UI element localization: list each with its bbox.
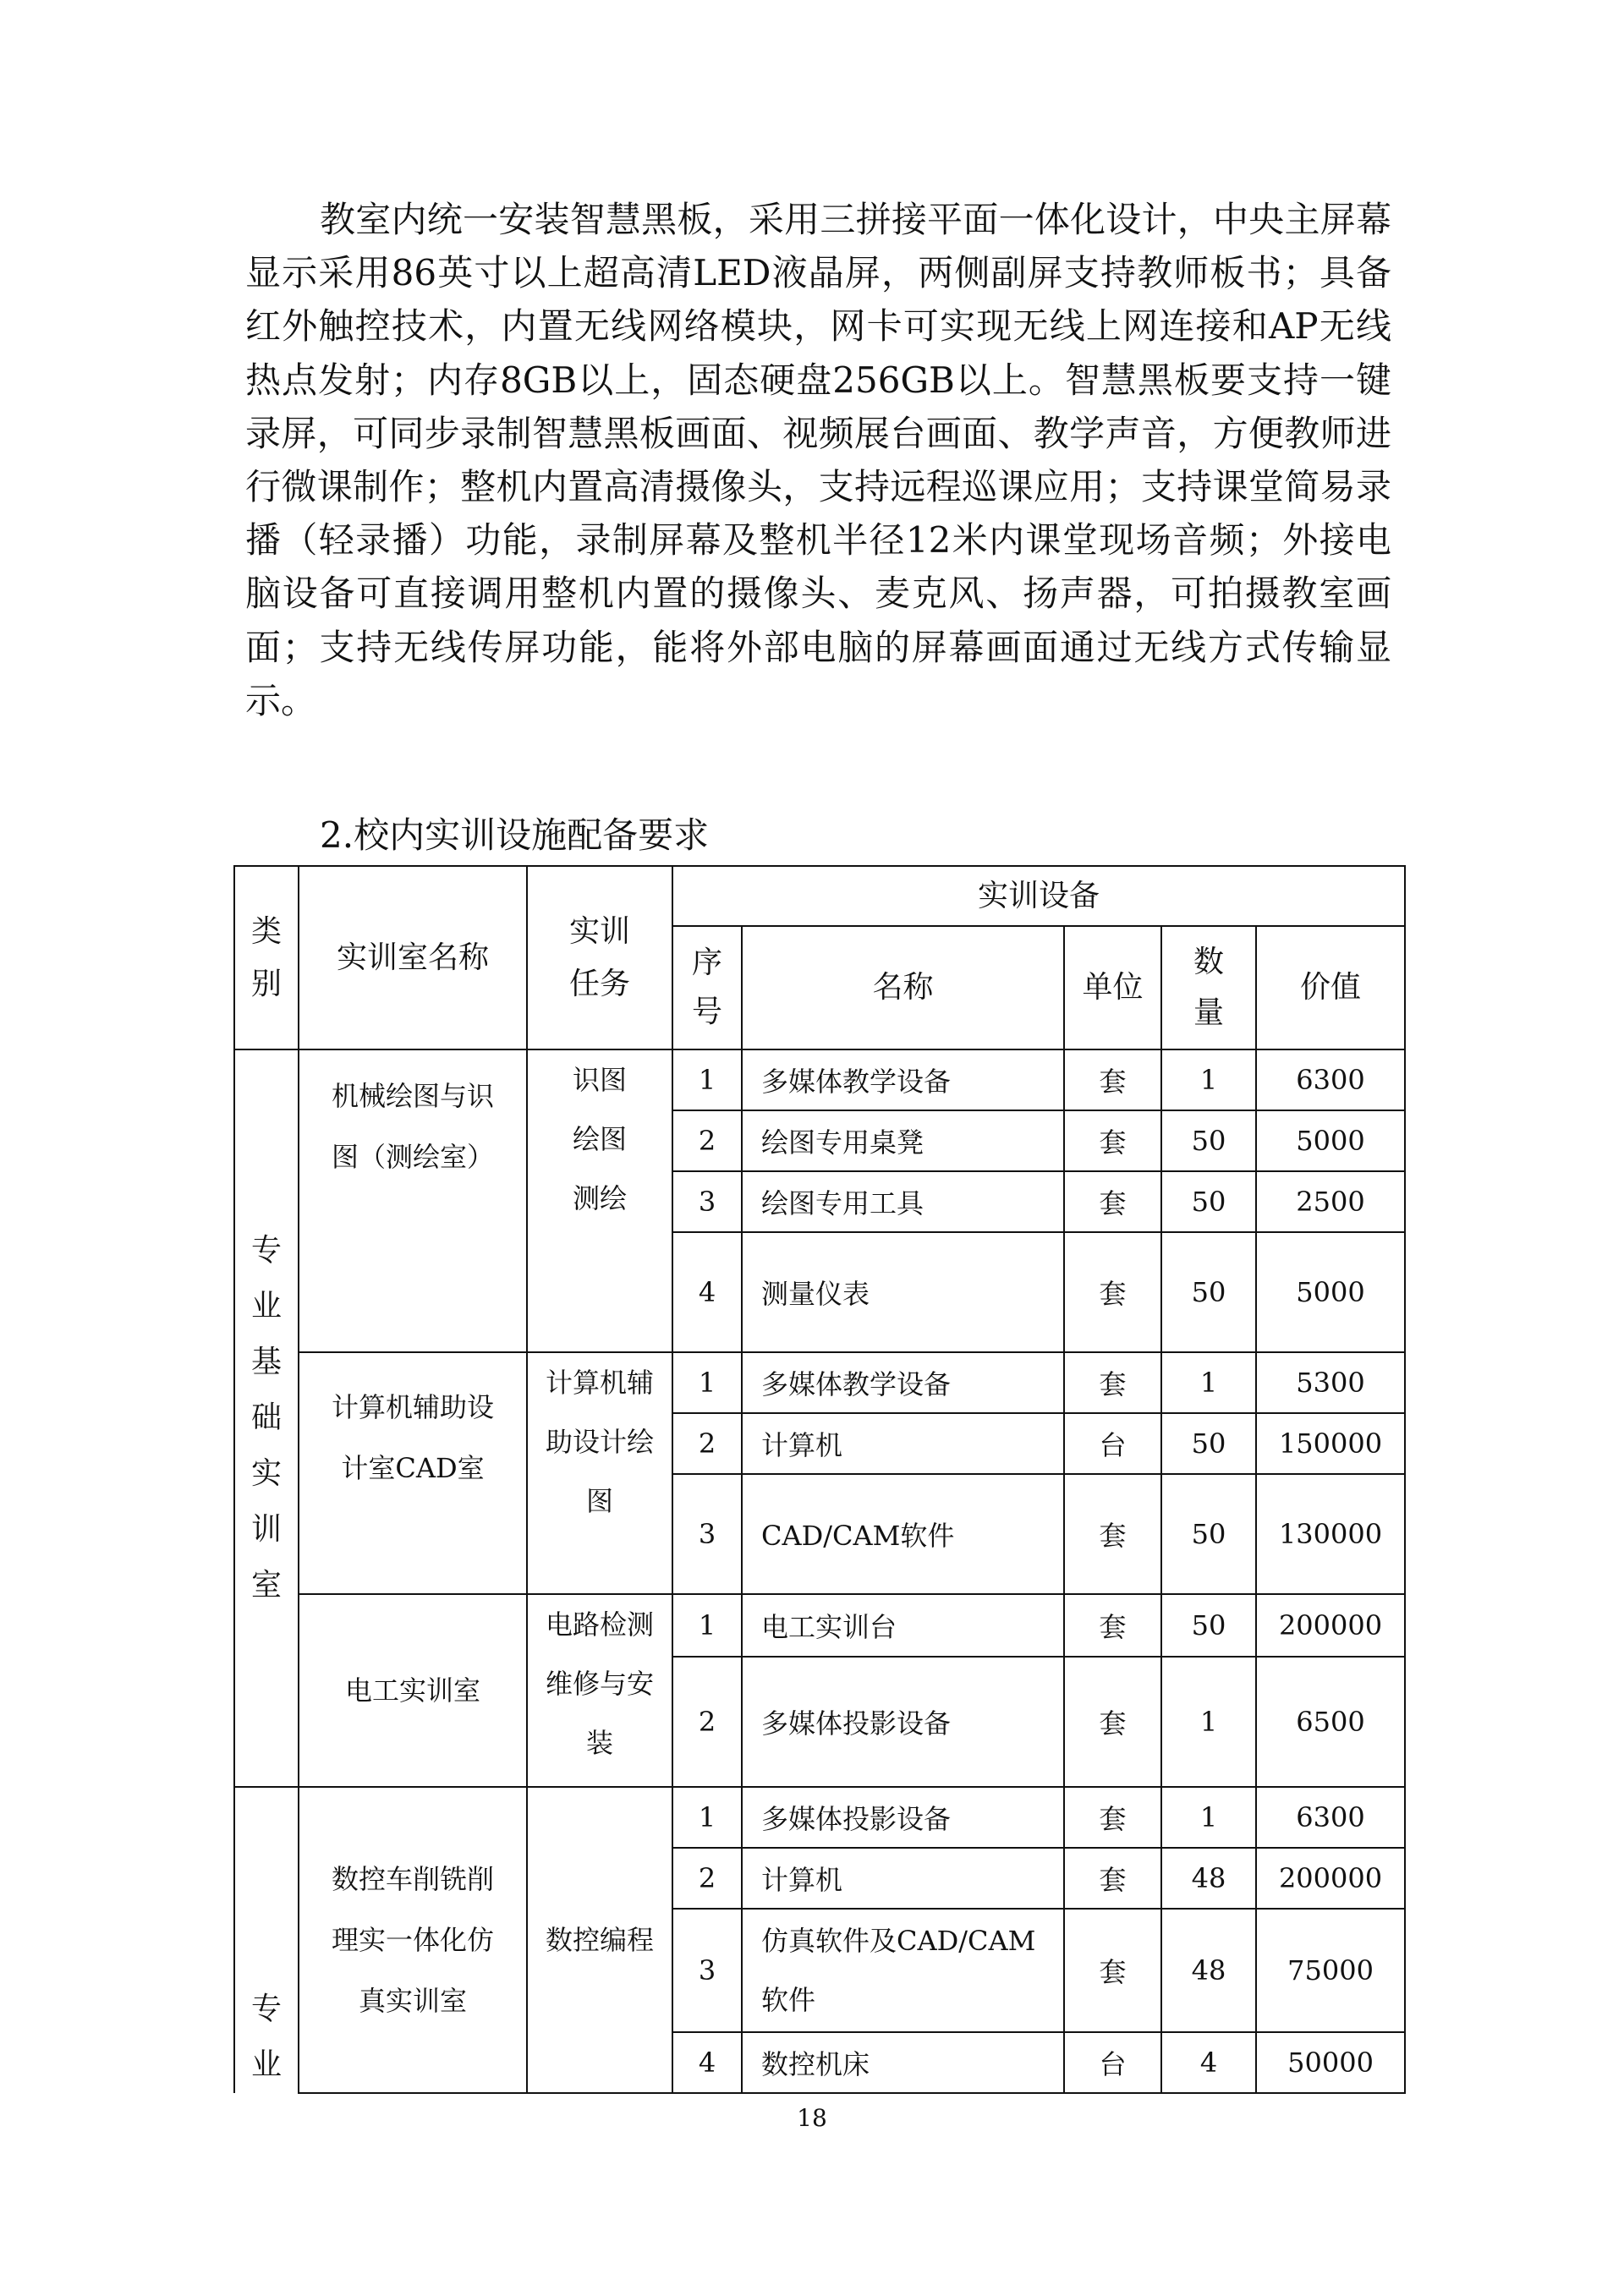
seq-cell: 2 <box>672 1413 742 1474</box>
equipment-name-cell: 多媒体投影设备 <box>742 1657 1064 1787</box>
header-value: 价值 <box>1256 926 1405 1049</box>
equipment-name-cell: 数控机床 <box>742 2032 1064 2093</box>
value-cell: 150000 <box>1256 1413 1405 1474</box>
room-name-cell: 机械绘图与识图（测绘室） <box>299 1049 527 1352</box>
room-name-cell: 计算机辅助设计室CAD室 <box>299 1352 527 1594</box>
room-name-cell: 电工实训室 <box>299 1594 527 1787</box>
seq-cell: 1 <box>672 1787 742 1848</box>
section-heading: 2.校内实训设施配备要求 <box>320 814 710 856</box>
header-equipment: 实训设备 <box>672 866 1405 926</box>
value-cell: 5300 <box>1256 1352 1405 1413</box>
qty-cell: 1 <box>1161 1049 1256 1110</box>
qty-cell: 48 <box>1161 1909 1256 2032</box>
value-cell: 75000 <box>1256 1909 1405 2032</box>
unit-cell: 套 <box>1064 1657 1161 1787</box>
equipment-name-cell: 多媒体投影设备 <box>742 1787 1064 1848</box>
header-task: 实训任务 <box>527 866 672 1049</box>
qty-cell: 50 <box>1161 1232 1256 1352</box>
equipment-table <box>233 865 1406 2094</box>
seq-cell: 4 <box>672 1232 742 1352</box>
seq-cell: 4 <box>672 2032 742 2093</box>
value-cell: 50000 <box>1256 2032 1405 2093</box>
header-row <box>234 866 1405 926</box>
task-cell: 电路检测维修与安装 <box>527 1594 672 1787</box>
value-cell: 200000 <box>1256 1594 1405 1657</box>
seq-cell: 2 <box>672 1657 742 1787</box>
seq-cell: 2 <box>672 1110 742 1171</box>
equipment-name-cell: 绘图专用工具 <box>742 1171 1064 1232</box>
equipment-name-cell: 电工实训台 <box>742 1594 1064 1657</box>
equipment-name-cell: 仿真软件及CAD/CAM软件 <box>742 1909 1064 2032</box>
equipment-name-cell: 绘图专用桌凳 <box>742 1110 1064 1171</box>
value-cell: 6300 <box>1256 1049 1405 1110</box>
seq-cell: 1 <box>672 1352 742 1413</box>
unit-cell: 套 <box>1064 1171 1161 1232</box>
paragraph-text: 教室内统一安装智慧黑板，采用三拼接平面一体化设计，中央主屏幕显示采用86英寸以上超高清LED液晶屏，两侧副屏支持教师板书；具备红外触控技术，内置无线网络模块，网卡可实现无线上网连接和AP无线热点发射；内存8GB以上，固态硬盘256GB以上。智慧黑板要支持一键录屏，可同步录制智慧黑板画面、视频展台画面、教学声音，方便教师进行微课制作；整机内置高清摄像头，支持远程巡课应用；支持课堂简易录播（轻录播）功能，录制屏幕及整机半径12米内课堂现场音频；外接电脑设备可直接调用整机内置的摄像头、麦克风、扬声器，可拍摄教室画面；支持无线传屏功能，能将外部电脑的屏幕画面通过无线方式传输显示。 <box>245 199 1391 721</box>
header-seq: 序号 <box>672 926 742 1049</box>
table-row <box>234 1594 1405 1657</box>
equipment-name-cell: 计算机 <box>742 1413 1064 1474</box>
qty-cell: 50 <box>1161 1110 1256 1171</box>
value-cell: 130000 <box>1256 1474 1405 1594</box>
seq-cell: 3 <box>672 1909 742 2032</box>
value-cell: 2500 <box>1256 1171 1405 1232</box>
seq-cell: 2 <box>672 1848 742 1909</box>
task-cell: 识图绘图测绘 <box>527 1049 672 1352</box>
unit-cell: 套 <box>1064 1110 1161 1171</box>
qty-cell: 1 <box>1161 1657 1256 1787</box>
category-cell: 专业 <box>234 1787 299 2093</box>
value-cell: 5000 <box>1256 1110 1405 1171</box>
equipment-name-cell: CAD/CAM软件 <box>742 1474 1064 1594</box>
header-unit: 单位 <box>1064 926 1161 1049</box>
qty-cell: 50 <box>1161 1594 1256 1657</box>
unit-cell: 套 <box>1064 1909 1161 2032</box>
task-cell: 数控编程 <box>527 1787 672 2093</box>
qty-cell: 48 <box>1161 1848 1256 1909</box>
value-cell: 6300 <box>1256 1787 1405 1848</box>
table-row <box>234 1049 1405 1110</box>
unit-cell: 套 <box>1064 1049 1161 1110</box>
unit-cell: 套 <box>1064 1232 1161 1352</box>
table-row <box>234 1787 1405 1848</box>
page-number: 18 <box>797 2104 827 2132</box>
seq-cell: 1 <box>672 1594 742 1657</box>
table-row <box>234 1352 1405 1413</box>
unit-cell: 套 <box>1064 1474 1161 1594</box>
unit-cell: 套 <box>1064 1352 1161 1413</box>
seq-cell: 3 <box>672 1171 742 1232</box>
unit-cell: 台 <box>1064 1413 1161 1474</box>
body-paragraph <box>245 193 1391 727</box>
equipment-name-cell: 多媒体教学设备 <box>742 1352 1064 1413</box>
task-cell: 计算机辅助设计绘图 <box>527 1352 672 1594</box>
qty-cell: 1 <box>1161 1352 1256 1413</box>
seq-cell: 1 <box>672 1049 742 1110</box>
unit-cell: 套 <box>1064 1594 1161 1657</box>
qty-cell: 50 <box>1161 1474 1256 1594</box>
category-cell: 专业基础实训室 <box>234 1049 299 1787</box>
unit-cell: 套 <box>1064 1787 1161 1848</box>
unit-cell: 套 <box>1064 1848 1161 1909</box>
qty-cell: 4 <box>1161 2032 1256 2093</box>
value-cell: 5000 <box>1256 1232 1405 1352</box>
header-qty: 数量 <box>1161 926 1256 1049</box>
room-name-cell: 数控车削铣削理实一体化仿真实训室 <box>299 1787 527 2093</box>
equipment-name-cell: 测量仪表 <box>742 1232 1064 1352</box>
value-cell: 6500 <box>1256 1657 1405 1787</box>
equipment-name-cell: 多媒体教学设备 <box>742 1049 1064 1110</box>
qty-cell: 50 <box>1161 1413 1256 1474</box>
header-category: 类别 <box>234 866 299 1049</box>
unit-cell: 台 <box>1064 2032 1161 2093</box>
qty-cell: 50 <box>1161 1171 1256 1232</box>
header-room: 实训室名称 <box>299 866 527 1049</box>
header-name: 名称 <box>742 926 1064 1049</box>
value-cell: 200000 <box>1256 1848 1405 1909</box>
qty-cell: 1 <box>1161 1787 1256 1848</box>
seq-cell: 3 <box>672 1474 742 1594</box>
equipment-name-cell: 计算机 <box>742 1848 1064 1909</box>
